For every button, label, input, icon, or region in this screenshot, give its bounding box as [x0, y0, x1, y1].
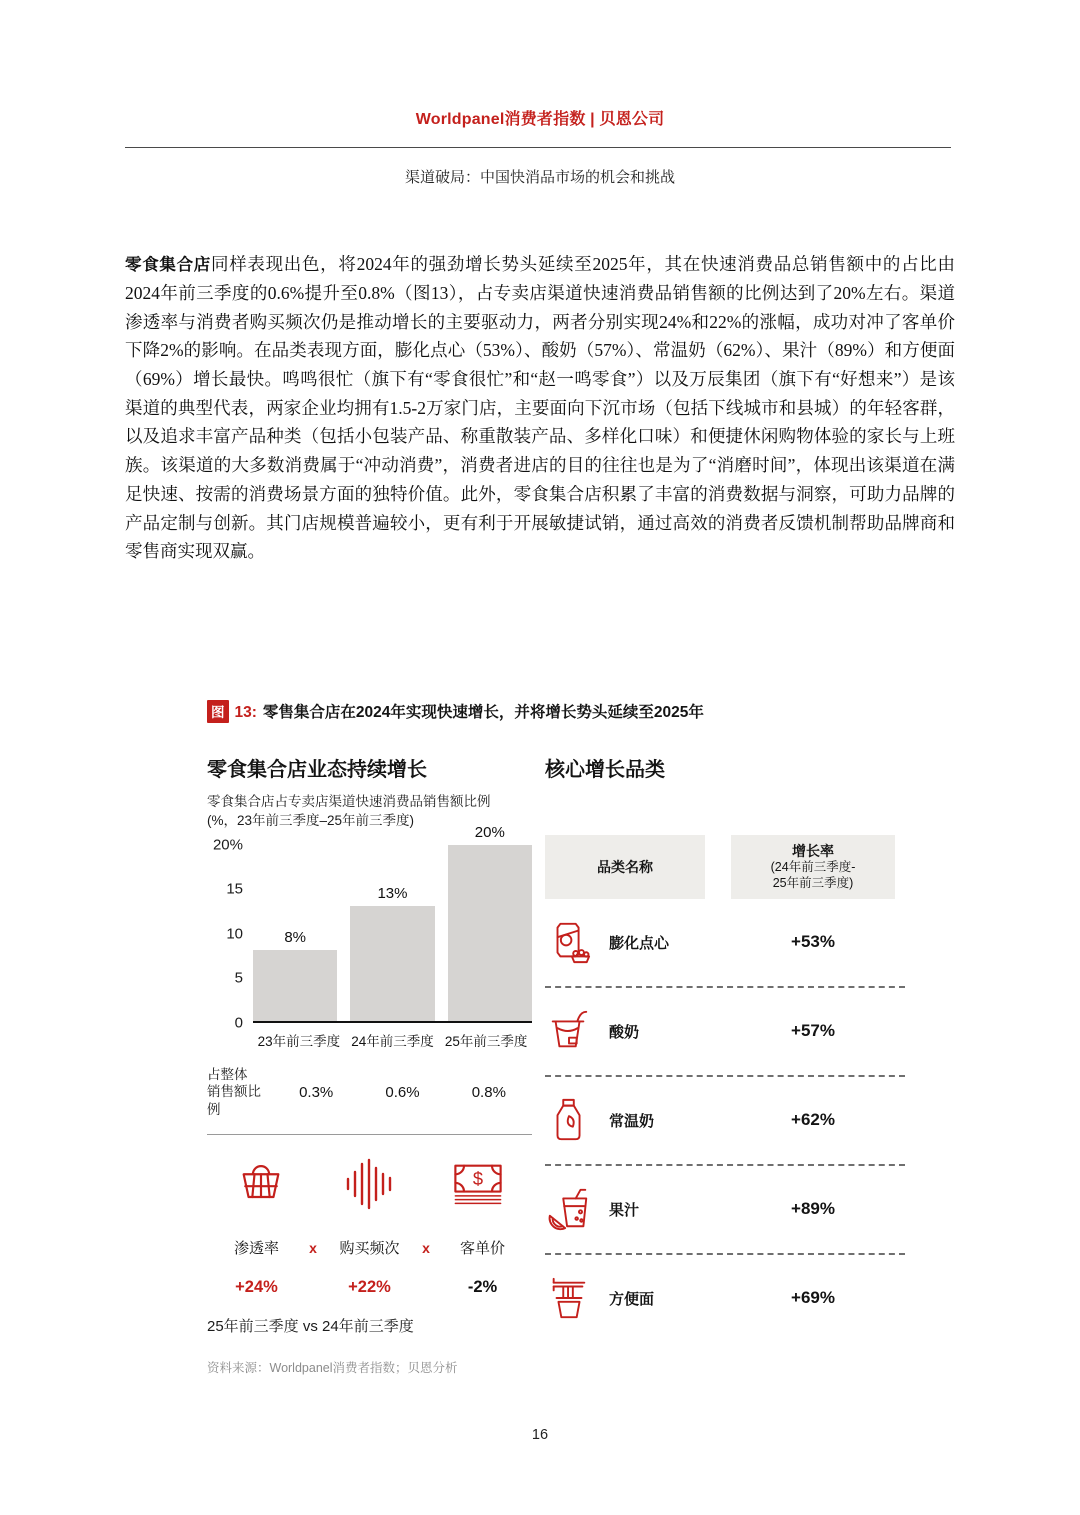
category-row	[545, 1166, 905, 1255]
figure-caption-text: 零售集合店在2024年实现快速增长，并将增长势头延续至2025年	[262, 704, 704, 721]
report-subtitle: 渠道破局：中国快消品市场的机会和挑战	[404, 169, 675, 186]
share-value: 0.3%	[299, 1083, 334, 1101]
plot-area	[253, 823, 532, 1023]
driver-values-row	[207, 1278, 532, 1297]
x-axis-labels	[253, 1030, 532, 1050]
column-header-growth: 增长率 (24年前三季度- 25年前三季度)	[731, 835, 895, 899]
svg-text:$: $	[472, 1168, 483, 1190]
column-header-category: 品类名称	[545, 835, 705, 899]
basket-icon	[235, 1158, 287, 1210]
category-panel-title: 核心增长品类	[545, 759, 665, 781]
multiply-sign: x	[309, 1239, 317, 1256]
category-growth: +89%	[791, 1199, 835, 1218]
y-tick: 5	[234, 969, 243, 987]
banknote-icon	[450, 1162, 506, 1206]
figure-tag-badge: 图	[207, 700, 229, 723]
chart-subtitle-line1: 零食集合店占专卖店渠道快速消费品销售额比例	[207, 794, 491, 809]
category-growth: +57%	[791, 1021, 835, 1040]
category-name: 膨化点心	[609, 934, 670, 952]
body-paragraph	[125, 250, 955, 566]
bar-value-label: 20%	[474, 823, 505, 841]
noodle-cup-icon	[546, 1275, 592, 1321]
x-tick: 25年前三季度	[444, 1033, 528, 1049]
driver-value: -2%	[467, 1278, 498, 1297]
drivers-divider	[207, 1134, 532, 1135]
driver-labels-row	[207, 1237, 532, 1258]
figure-number: 13:	[234, 704, 257, 721]
comparison-note: 25年前三季度 vs 24年前三季度	[207, 1318, 414, 1336]
chart-panel-title: 零食集合店业态持续增长	[207, 759, 427, 781]
share-of-total-label: 占整体 销售额比例	[207, 1066, 261, 1117]
driver-label: 客单价	[459, 1240, 505, 1258]
yogurt-icon	[546, 1008, 592, 1054]
juice-icon	[546, 1186, 592, 1232]
bar-chart	[207, 823, 532, 1032]
category-name: 常温奶	[609, 1112, 655, 1130]
header-divider	[125, 147, 951, 148]
y-tick: 20%	[212, 836, 243, 854]
page-number: 16	[531, 1427, 549, 1443]
category-table-header	[545, 835, 905, 899]
multiply-sign: x	[422, 1239, 430, 1256]
x-tick: 23年前三季度	[257, 1033, 341, 1049]
bar-25q3	[448, 823, 532, 1021]
driver-label: 渗透率	[233, 1240, 279, 1258]
x-tick: 24年前三季度	[351, 1033, 434, 1049]
driver-value: +24%	[235, 1278, 278, 1297]
driver-label: 购买频次	[339, 1240, 400, 1258]
driver-icons-row	[207, 1153, 532, 1215]
y-tick: 15	[226, 880, 243, 898]
category-row	[545, 1077, 905, 1166]
bar-24q3	[350, 885, 434, 1020]
bar-value-label: 8%	[284, 929, 306, 947]
category-growth: +53%	[791, 932, 835, 951]
share-value: 0.6%	[385, 1083, 420, 1101]
category-row	[545, 988, 905, 1077]
category-name: 方便面	[609, 1290, 655, 1308]
category-row	[545, 1255, 905, 1342]
category-row	[545, 899, 905, 988]
figure-body	[207, 757, 962, 1376]
frequency-icon	[342, 1158, 396, 1210]
source-note: 资料来源：Worldpanel消费者指数；贝恩分析	[207, 1361, 458, 1376]
category-growth: +62%	[791, 1110, 835, 1129]
snack-bag-icon	[546, 919, 592, 965]
paragraph-lead: 零食集合店	[125, 256, 211, 274]
share-of-total-row	[207, 1066, 532, 1119]
category-name: 酸奶	[609, 1023, 640, 1041]
driver-value: +22%	[348, 1278, 391, 1297]
y-axis	[207, 836, 253, 1032]
category-growth: +69%	[791, 1288, 835, 1307]
bar-23q3	[253, 929, 337, 1020]
category-name: 果汁	[609, 1201, 640, 1219]
brand-header: Worldpanel消费者指数 | 贝恩公司	[415, 111, 665, 128]
figure-caption	[207, 700, 967, 723]
chart-panel	[207, 757, 532, 1376]
y-tick: 10	[226, 925, 243, 943]
category-panel	[545, 757, 905, 1376]
y-tick: 0	[234, 1014, 243, 1032]
milk-jug-icon	[546, 1097, 592, 1143]
chart-subtitle-line2: (%，23年前三季度–25年前三季度)	[207, 812, 415, 828]
paragraph-text: 同样表现出色，将2024年的强劲增长势头延续至2025年，其在快速消费品总销售额中的占比由2024年前三季度的0.6%提升至0.8%（图13），占专卖店渠道快速消费品销售额的比例达到了20%左右。渠道渗透率与消费者购买频次仍是推动增长的主要驱动力，两者分别实现24%和22%的涨幅，成功对冲了客单价下降2%的影响。在品类表现方面，膨化点心（53%）、酸奶（57%）、常温奶（62%）、果汁（89%）和方便面（69%）增长最快。鸣鸣很忙（旗下有“零食很忙”和“赵一鸣零食”）以及万辰集团（旗下有“好想来”）是该渠道的典型代表，两家企业均拥有1.5-2万家门店，主要面向下沉市场（包括下线城市和县城）的年轻客群，以及追求丰富产品种类（包括小包装产品、称重散装产品、多样化口味）和便捷休闲购物体验的家长与上班族。该渠道的大多数消费属于“冲动消费”，消费者进店的目的往往也是为了“消磨时间”，体现出该渠道在满足快速、按需的消费场景方面的独特价值。此外，零食集合店积累了丰富的消费数据与洞察，可助力品牌的产品定制与创新。其门店规模普遍较小，更有利于开展敏捷试销，通过高效的消费者反馈机制帮助品牌商和零售商实现双赢。	[125, 254, 956, 562]
bar-value-label: 13%	[377, 885, 408, 903]
share-value: 0.8%	[471, 1083, 506, 1101]
